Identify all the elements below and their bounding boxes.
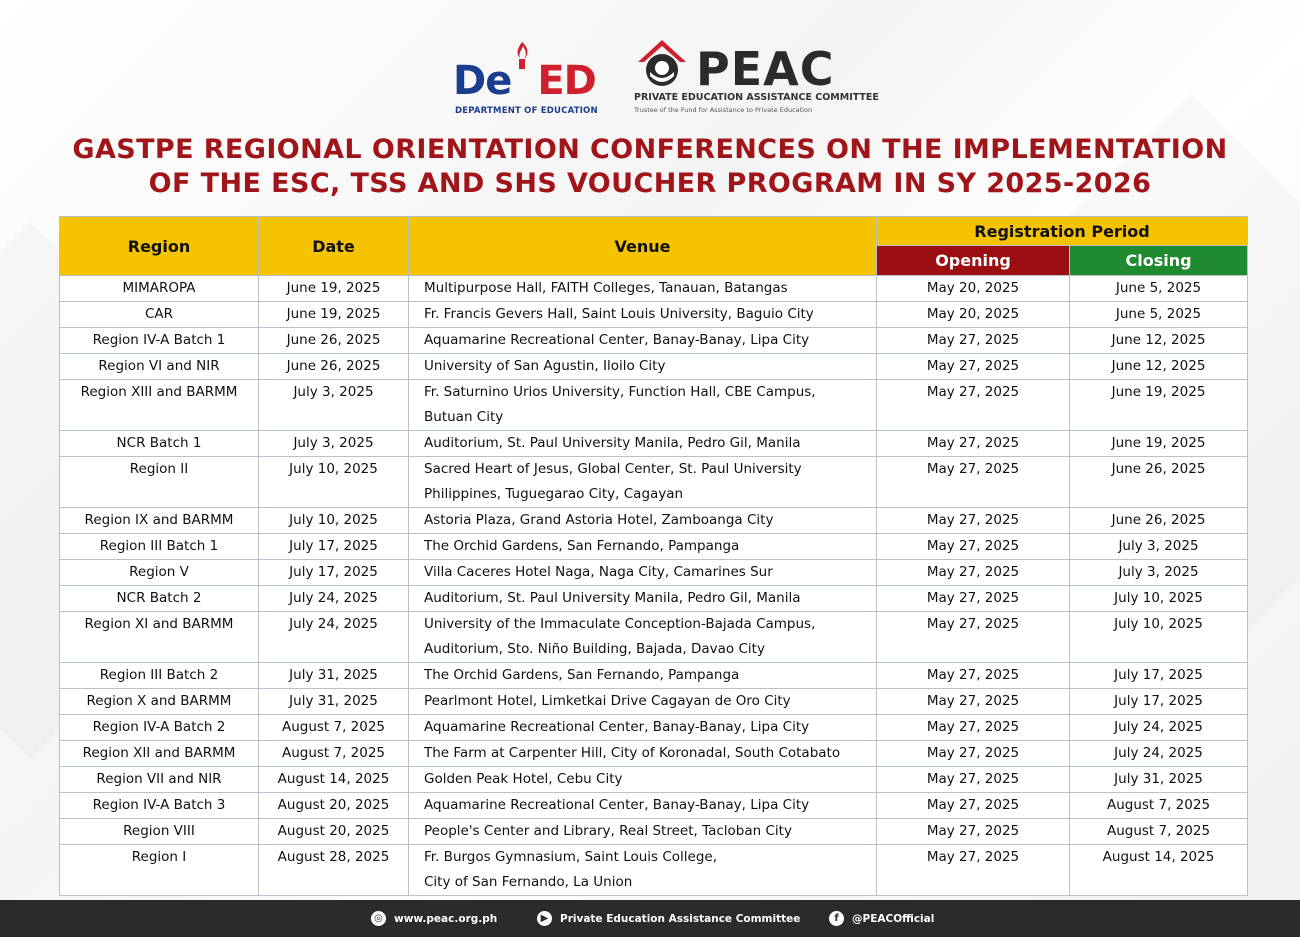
header-registration-period: Registration Period: [877, 217, 1248, 246]
cell-opening: May 27, 2025: [877, 328, 1070, 354]
cell-date: August 7, 2025: [259, 741, 409, 767]
cell-venue: Golden Peak Hotel, Cebu City: [409, 767, 877, 793]
cell-date: July 10, 2025: [259, 508, 409, 534]
cell-region: Region III Batch 2: [60, 663, 259, 689]
cell-date: July 17, 2025: [259, 534, 409, 560]
header-closing: Closing: [1070, 246, 1248, 276]
cell-opening: May 27, 2025: [877, 431, 1070, 457]
deped-subtitle: DEPARTMENT OF EDUCATION: [455, 106, 598, 116]
cell-closing: July 24, 2025: [1070, 741, 1248, 767]
peac-wordmark: PEAC: [696, 42, 835, 96]
cell-venue: People's Center and Library, Real Street, Tacloban City: [409, 819, 877, 845]
cell-venue: Astoria Plaza, Grand Astoria Hotel, Zamboanga City: [409, 508, 877, 534]
header-opening: Opening: [877, 246, 1070, 276]
table-row: [60, 663, 1248, 689]
cell-venue: The Farm at Carpenter Hill, City of Koronadal, South Cotabato: [409, 741, 877, 767]
table-row: [60, 689, 1248, 715]
cell-opening: May 20, 2025: [877, 302, 1070, 328]
cell-date: July 10, 2025: [259, 457, 409, 508]
cell-closing: June 12, 2025: [1070, 328, 1248, 354]
cell-venue: Villa Caceres Hotel Naga, Naga City, Camarines Sur: [409, 560, 877, 586]
cell-venue: Fr. Burgos Gymnasium, Saint Louis College, City of San Fernando, La Union: [409, 845, 877, 896]
header-venue: Venue: [409, 217, 877, 276]
cell-date: August 20, 2025: [259, 819, 409, 845]
schedule-table: [59, 216, 1248, 896]
cell-opening: May 27, 2025: [877, 586, 1070, 612]
footer-facebook[interactable]: [829, 911, 934, 926]
cell-closing: August 7, 2025: [1070, 819, 1248, 845]
cell-date: July 17, 2025: [259, 560, 409, 586]
cell-closing: July 3, 2025: [1070, 560, 1248, 586]
cell-closing: July 17, 2025: [1070, 689, 1248, 715]
cell-date: August 7, 2025: [259, 715, 409, 741]
cell-region: Region V: [60, 560, 259, 586]
cell-closing: July 10, 2025: [1070, 612, 1248, 663]
table-row: [60, 819, 1248, 845]
cell-opening: May 27, 2025: [877, 380, 1070, 431]
cell-opening: May 20, 2025: [877, 276, 1070, 302]
table-row: [60, 586, 1248, 612]
cell-date: July 24, 2025: [259, 612, 409, 663]
cell-date: June 19, 2025: [259, 276, 409, 302]
cell-region: Region VII and NIR: [60, 767, 259, 793]
title-line-2: OF THE ESC, TSS AND SHS VOUCHER PROGRAM IN SY 2025-2026: [148, 168, 1152, 199]
cell-date: June 26, 2025: [259, 354, 409, 380]
cell-venue: Fr. Saturnino Urios University, Function Hall, CBE Campus, Butuan City: [409, 380, 877, 431]
table-row: [60, 276, 1248, 302]
table-row: [60, 612, 1248, 663]
table-row: [60, 715, 1248, 741]
cell-closing: July 17, 2025: [1070, 663, 1248, 689]
footer-website-label: www.peac.org.ph: [394, 912, 498, 925]
youtube-icon: ▶: [537, 911, 552, 926]
cell-closing: June 26, 2025: [1070, 508, 1248, 534]
cell-opening: May 27, 2025: [877, 819, 1070, 845]
cell-region: Region III Batch 1: [60, 534, 259, 560]
cell-closing: June 5, 2025: [1070, 302, 1248, 328]
cell-venue: Aquamarine Recreational Center, Banay-Banay, Lipa City: [409, 793, 877, 819]
cell-venue: Auditorium, St. Paul University Manila, Pedro Gil, Manila: [409, 586, 877, 612]
cell-region: CAR: [60, 302, 259, 328]
cell-opening: May 27, 2025: [877, 741, 1070, 767]
footer-youtube-label: Private Education Assistance Committee: [560, 912, 801, 925]
cell-opening: May 27, 2025: [877, 560, 1070, 586]
table-row: [60, 741, 1248, 767]
cell-opening: May 27, 2025: [877, 457, 1070, 508]
cell-closing: June 26, 2025: [1070, 457, 1248, 508]
table-body: [60, 276, 1248, 896]
table-row: [60, 328, 1248, 354]
cell-region: Region IV-A Batch 2: [60, 715, 259, 741]
cell-venue: Fr. Francis Gevers Hall, Saint Louis University, Baguio City: [409, 302, 877, 328]
cell-opening: May 27, 2025: [877, 845, 1070, 896]
cell-region: Region XIII and BARMM: [60, 380, 259, 431]
table-row: [60, 302, 1248, 328]
cell-venue: University of the Immaculate Conception-Bajada Campus, Auditorium, Sto. Niño Building, Bajada, Davao City: [409, 612, 877, 663]
page-title: [0, 133, 1300, 201]
cell-closing: July 31, 2025: [1070, 767, 1248, 793]
logo-bar: [0, 36, 1300, 120]
cell-venue: Pearlmont Hotel, Limketkai Drive Cagayan de Oro City: [409, 689, 877, 715]
facebook-icon: f: [829, 911, 844, 926]
cell-region: Region VI and NIR: [60, 354, 259, 380]
cell-opening: May 27, 2025: [877, 534, 1070, 560]
peac-house-icon: [634, 38, 690, 90]
cell-date: July 3, 2025: [259, 431, 409, 457]
cell-region: Region II: [60, 457, 259, 508]
cell-region: Region I: [60, 845, 259, 896]
cell-date: July 31, 2025: [259, 689, 409, 715]
cell-venue: The Orchid Gardens, San Fernando, Pampanga: [409, 663, 877, 689]
cell-opening: May 27, 2025: [877, 689, 1070, 715]
table-row: [60, 845, 1248, 896]
cell-date: July 3, 2025: [259, 380, 409, 431]
cell-venue: Aquamarine Recreational Center, Banay-Banay, Lipa City: [409, 715, 877, 741]
table-row: [60, 431, 1248, 457]
cell-closing: July 24, 2025: [1070, 715, 1248, 741]
cell-venue: University of San Agustin, Iloilo City: [409, 354, 877, 380]
cell-region: NCR Batch 2: [60, 586, 259, 612]
cell-venue: Multipurpose Hall, FAITH Colleges, Tanauan, Batangas: [409, 276, 877, 302]
footer-youtube[interactable]: [537, 911, 800, 926]
cell-region: NCR Batch 1: [60, 431, 259, 457]
table-row: [60, 457, 1248, 508]
cell-region: Region IX and BARMM: [60, 508, 259, 534]
cell-closing: June 12, 2025: [1070, 354, 1248, 380]
cell-opening: May 27, 2025: [877, 354, 1070, 380]
peac-tagline: Trustee of the Fund for Assistance to Private Education: [634, 106, 813, 114]
cell-closing: June 19, 2025: [1070, 380, 1248, 431]
peac-logo: [634, 36, 879, 120]
cell-closing: August 7, 2025: [1070, 793, 1248, 819]
cell-date: June 26, 2025: [259, 328, 409, 354]
cell-date: July 31, 2025: [259, 663, 409, 689]
table-row: [60, 767, 1248, 793]
cell-venue: The Orchid Gardens, San Fernando, Pampanga: [409, 534, 877, 560]
cell-date: August 14, 2025: [259, 767, 409, 793]
table-row: [60, 354, 1248, 380]
deped-logo: [453, 40, 613, 120]
cell-region: Region VIII: [60, 819, 259, 845]
footer-facebook-label: @PEACOfficial: [852, 912, 935, 925]
header-date: Date: [259, 217, 409, 276]
cell-region: Region XII and BARMM: [60, 741, 259, 767]
cell-date: July 24, 2025: [259, 586, 409, 612]
header-region: Region: [60, 217, 259, 276]
cell-region: Region IV-A Batch 3: [60, 793, 259, 819]
table-row: [60, 380, 1248, 431]
deped-wordmark: De ED: [453, 58, 596, 104]
cell-opening: May 27, 2025: [877, 612, 1070, 663]
cell-opening: May 27, 2025: [877, 793, 1070, 819]
cell-region: Region X and BARMM: [60, 689, 259, 715]
cell-closing: July 10, 2025: [1070, 586, 1248, 612]
cell-date: June 19, 2025: [259, 302, 409, 328]
table-row: [60, 560, 1248, 586]
cell-opening: May 27, 2025: [877, 767, 1070, 793]
cell-date: August 20, 2025: [259, 793, 409, 819]
title-line-1: GASTPE REGIONAL ORIENTATION CONFERENCES ON THE IMPLEMENTATION: [72, 134, 1228, 165]
cell-closing: July 3, 2025: [1070, 534, 1248, 560]
cell-date: August 28, 2025: [259, 845, 409, 896]
globe-icon: ◎: [371, 911, 386, 926]
table-row: [60, 534, 1248, 560]
cell-opening: May 27, 2025: [877, 715, 1070, 741]
peac-subtitle: PRIVATE EDUCATION ASSISTANCE COMMITTEE: [634, 92, 879, 103]
cell-region: Region XI and BARMM: [60, 612, 259, 663]
table-row: [60, 793, 1248, 819]
cell-closing: June 19, 2025: [1070, 431, 1248, 457]
cell-opening: May 27, 2025: [877, 663, 1070, 689]
cell-region: MIMAROPA: [60, 276, 259, 302]
footer-website[interactable]: [371, 911, 497, 926]
cell-region: Region IV-A Batch 1: [60, 328, 259, 354]
cell-venue: Auditorium, St. Paul University Manila, Pedro Gil, Manila: [409, 431, 877, 457]
table-row: [60, 508, 1248, 534]
table-header: [60, 217, 1248, 276]
cell-venue: Aquamarine Recreational Center, Banay-Banay, Lipa City: [409, 328, 877, 354]
cell-closing: June 5, 2025: [1070, 276, 1248, 302]
cell-closing: August 14, 2025: [1070, 845, 1248, 896]
cell-venue: Sacred Heart of Jesus, Global Center, St. Paul University Philippines, Tuguegarao City, Cagayan: [409, 457, 877, 508]
cell-opening: May 27, 2025: [877, 508, 1070, 534]
footer: [0, 900, 1300, 937]
